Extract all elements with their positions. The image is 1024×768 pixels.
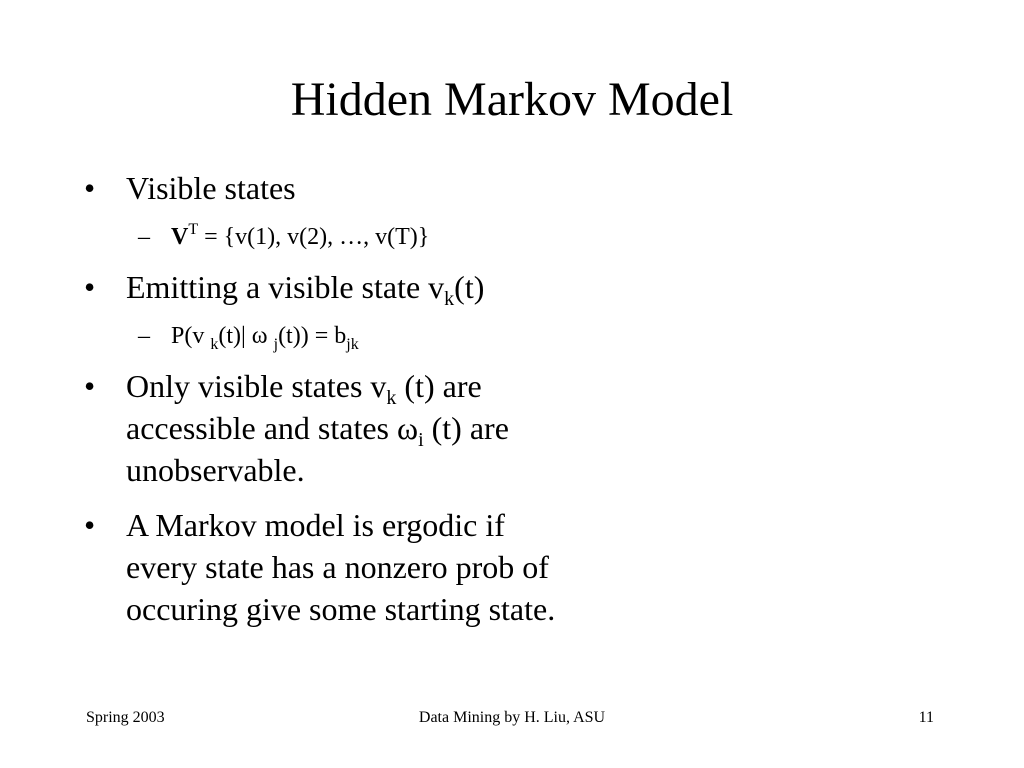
- prob-part-3: (t)) = b: [278, 323, 347, 349]
- bullet-only-visible: [84, 365, 704, 491]
- subscript-jk: jk: [346, 336, 359, 353]
- bullet-line: unobservable.: [126, 452, 305, 488]
- bullet-marker: •: [84, 170, 96, 206]
- sub-bullet-visible-sequence: [138, 222, 698, 252]
- emitting-text: Emitting a visible state v: [126, 269, 445, 305]
- bullet-text: [126, 266, 704, 308]
- bullet-text: [126, 504, 704, 630]
- bullet-marker: •: [84, 368, 96, 404]
- bullet-ergodic: [84, 504, 704, 630]
- subscript-k: k: [444, 288, 455, 310]
- footer-course: Data Mining by H. Liu, ASU: [418, 709, 606, 726]
- line-text: (t) are: [423, 410, 509, 446]
- line-text: Only visible states v: [126, 368, 387, 404]
- footer-page-number: 11: [918, 709, 934, 726]
- footer-date: Spring 2003: [86, 709, 165, 726]
- bullet-marker: •: [84, 507, 96, 543]
- sub-bullet-marker: –: [138, 224, 150, 250]
- prob-part-2: (t)| ω: [218, 323, 274, 349]
- subscript-k: k: [210, 336, 219, 353]
- bold-v: V: [171, 224, 189, 250]
- slide-title: Hidden Markov Model: [290, 73, 734, 126]
- bullet-line: A Markov model is ergodic if: [126, 507, 505, 543]
- bullet-marker: •: [84, 269, 96, 305]
- sub-bullet-text: [171, 321, 698, 351]
- line-text: accessible and states ω: [126, 410, 419, 446]
- bullet-text: Visible states: [126, 170, 296, 206]
- subscript-i: i: [418, 429, 424, 451]
- bullet-emitting-state: [84, 266, 704, 308]
- sub-bullet-text: [171, 222, 698, 252]
- subscript-j: j: [273, 336, 279, 353]
- bullet-text: [126, 365, 704, 491]
- bullet-line: [126, 407, 704, 449]
- sequence-text: = {v(1), v(2), …, v(T)}: [198, 224, 430, 250]
- bullet-line: every state has a nonzero prob of: [126, 549, 549, 585]
- bullet-line: occuring give some starting state.: [126, 591, 556, 627]
- sub-bullet-marker: –: [138, 323, 150, 349]
- emitting-tail: (t): [454, 269, 485, 305]
- prob-part-1: P(v: [171, 323, 211, 349]
- superscript-t: T: [188, 221, 199, 238]
- bullet-line: [126, 365, 704, 407]
- subscript-k: k: [386, 387, 397, 409]
- sub-bullet-emission-prob: [138, 321, 698, 351]
- bullet-visible-states: [84, 167, 704, 209]
- line-text: (t) are: [396, 368, 482, 404]
